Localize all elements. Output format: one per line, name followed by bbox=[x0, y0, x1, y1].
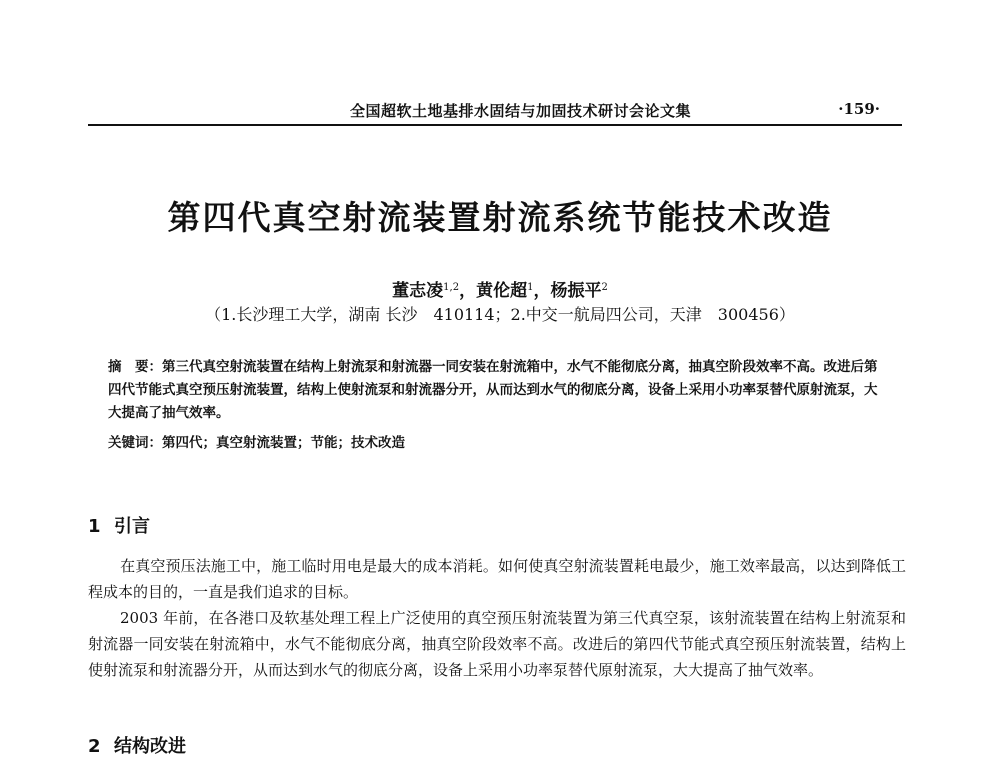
abstract-label: 摘 要： bbox=[108, 359, 162, 375]
author-name: 董志凌 bbox=[392, 281, 444, 301]
keywords-text: 第四代；真空射流装置；节能；技术改造 bbox=[162, 435, 405, 451]
page-number: ·159· bbox=[838, 100, 880, 118]
section-number: 2 bbox=[88, 736, 101, 757]
author-name: 黄伦超 bbox=[476, 281, 528, 301]
paragraph-text: 2003 年前，在各港口及软基处理工程上广泛使用的真空预压射流装置为第三代真空泵，该射流装置在结构上射流泵和射流器一同安装在射流箱中，水气不能彻底分离，抽真空阶段效率不高。改进后的第四代节能式真空预压射流装置，结构上使射流泵和射流器分开，从而达到水气的彻底分离，设备上采用小功率泵替代原射流泵，大大提高了抽气效率。 bbox=[88, 609, 906, 679]
author-affiliation-mark: 1,2 bbox=[443, 282, 460, 293]
running-header bbox=[88, 100, 902, 126]
abstract bbox=[108, 356, 888, 425]
author-separator: ， bbox=[459, 281, 477, 301]
author-affiliation-mark: 1 bbox=[527, 282, 534, 293]
author-list bbox=[0, 276, 1000, 301]
paragraph-text: 在真空预压法施工中，施工临时用电是最大的成本消耗。如何使真空射流装置耗电最少，施工效率最高，以达到降低工程成本的目的，一直是我们追求的目标。 bbox=[88, 557, 906, 601]
body-paragraph bbox=[88, 553, 906, 605]
abstract-text: 第三代真空射流装置在结构上射流泵和射流器一同安装在射流箱中，水气不能彻底分离，抽真空阶段效率不高。改进后第四代节能式真空预压射流装置，结构上使射流泵和射流器分开，从而达到水气的彻底分离，设备上采用小功率泵替代原射流泵，大大提高了抽气效率。 bbox=[108, 359, 878, 421]
keywords bbox=[108, 432, 888, 455]
affiliation: （1.长沙理工大学，湖南 长沙 410114；2.中交一航局四公司，天津 300456） bbox=[205, 305, 795, 324]
author-name: 杨振平 bbox=[550, 281, 602, 301]
section-heading bbox=[88, 512, 150, 538]
section-heading bbox=[88, 732, 186, 758]
paper-title: 第四代真空射流装置射流系统节能技术改造 bbox=[167, 198, 833, 237]
body-paragraph bbox=[88, 605, 906, 683]
author-affiliation-mark: 2 bbox=[601, 282, 608, 293]
section-number: 1 bbox=[88, 516, 101, 537]
journal-name: 全国超软土地基排水固结与加固技术研讨会论文集 bbox=[350, 102, 692, 120]
section-title: 结构改进 bbox=[114, 736, 186, 757]
keywords-label: 关键词： bbox=[108, 435, 162, 451]
author-separator: ， bbox=[533, 281, 551, 301]
section-title: 引言 bbox=[114, 516, 150, 537]
